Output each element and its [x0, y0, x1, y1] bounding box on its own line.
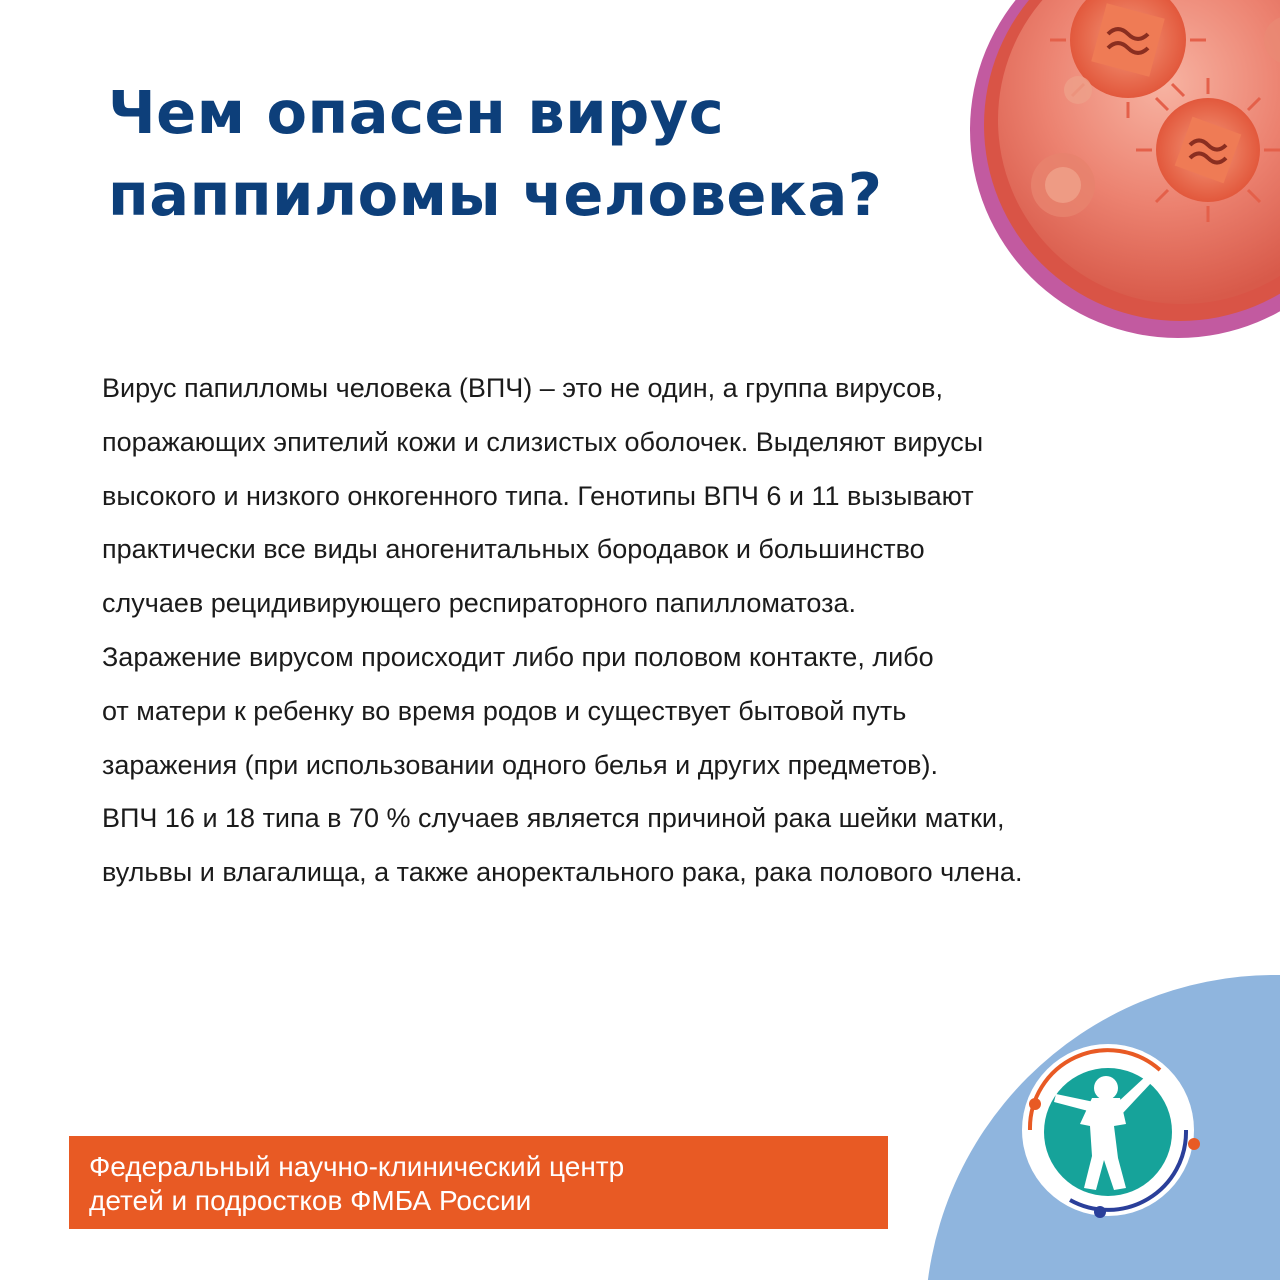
body-line: вульвы и влагалища, а также аноректального рака, рака полового члена.: [102, 857, 1023, 888]
body-line: случаев рецидивирующего респираторного папилломатоза.: [102, 588, 856, 619]
body-line: ВПЧ 16 и 18 типа в 70 % случаев является причиной рака шейки матки,: [102, 803, 1005, 834]
body-line: Вирус папилломы человека (ВПЧ) – это не один, а группа вирусов,: [102, 373, 943, 403]
body-line: Заражение вирусом происходит либо при половом контакте, либо: [102, 641, 934, 672]
banner-line: Федеральный научно-клинический центр: [89, 1151, 625, 1182]
virus-illustration: [968, 0, 1280, 340]
body-paragraph: [102, 362, 1162, 900]
organization-banner: [69, 1136, 888, 1229]
body-line: высокого и низкого онкогенного типа. Генотипы ВПЧ 6 и 11 вызывают: [102, 480, 974, 511]
title-line: Чем опасен вирус: [108, 78, 725, 147]
body-line: заражения (при использовании одного белья и других предметов).: [102, 749, 938, 780]
banner-line: детей и подростков ФМБА России: [89, 1185, 532, 1216]
page-title: [108, 72, 928, 236]
body-line: практически все виды аногенитальных бородавок и большинство: [102, 534, 925, 565]
title-line: паппиломы человека?: [108, 160, 883, 229]
child-logo-icon: [1010, 1040, 1220, 1220]
body-line: от матери к ребенку во время родов и существует бытовой путь: [102, 695, 907, 726]
body-line: поражающих эпителий кожи и слизистых оболочек. Выделяют вирусы: [102, 426, 984, 457]
